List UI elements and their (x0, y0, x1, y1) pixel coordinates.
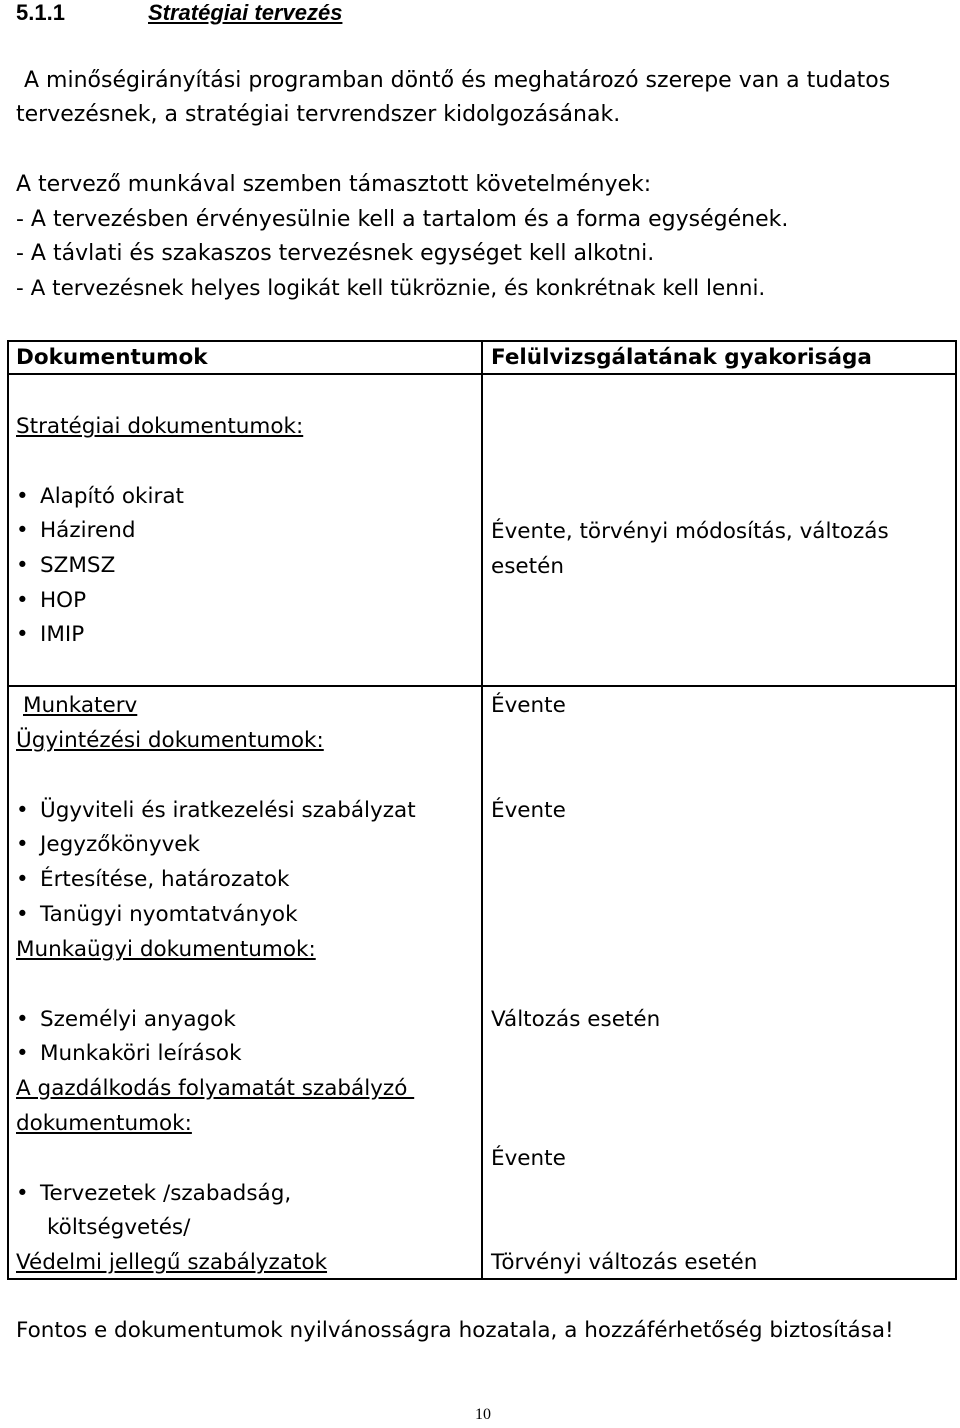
section-heading (16, 0, 342, 26)
header-documents: Dokumentumok (16, 345, 208, 370)
page-number: 10 (475, 1406, 491, 1423)
bullet-icon: • (16, 588, 29, 613)
intro-line-2: tervezésnek, a stratégiai tervrendszer kidolgozásának. (16, 102, 621, 127)
intro-line-1: A minőségirányítási programban döntő és meghatározó szerepe van a tudatos (24, 68, 891, 93)
finance-frequency: Évente (491, 1146, 566, 1171)
list-item: • IMIP (16, 622, 85, 647)
footer-note: Fontos e dokumentumok nyilvánosságra hozatala, a hozzáférhetőség biztosítása! (16, 1318, 894, 1343)
table-border-top (7, 340, 957, 342)
bullet-icon: • (16, 902, 29, 927)
bullet-icon: • (16, 622, 29, 647)
bullet-icon: • (16, 798, 29, 823)
defence-frequency: Törvényi változás esetén (491, 1250, 758, 1275)
list-item: • Házirend (16, 518, 136, 543)
requirement-item: - A távlati és szakaszos tervezésnek egységet kell alkotni. (16, 241, 655, 266)
list-item: • Tanügyi nyomtatványok (16, 902, 298, 927)
table-border-left (7, 340, 9, 1280)
bullet-icon: • (16, 553, 29, 578)
bullet-icon: • (16, 1007, 29, 1032)
table-header-divider (7, 373, 957, 375)
strategic-heading: Stratégiai dokumentumok: (16, 414, 304, 439)
list-item: • HOP (16, 588, 87, 613)
workplan-label: Munkaterv (23, 693, 138, 718)
strategic-frequency-line-1: Évente, törvényi módosítás, változás (491, 519, 889, 544)
administrative-frequency: Évente (491, 798, 566, 823)
bullet-icon: • (16, 484, 29, 509)
section-number: 5.1.1 (16, 0, 65, 25)
documents-table (7, 340, 957, 1280)
bullet-icon: • (16, 1041, 29, 1066)
bullet-icon: • (16, 832, 29, 857)
bullet-icon: • (16, 867, 29, 892)
list-item: • SZMSZ (16, 553, 116, 578)
list-item: • Tervezetek /szabadság, (16, 1181, 292, 1206)
finance-item-line-2: költségvetés/ (47, 1215, 191, 1240)
list-item: • Ügyviteli és iratkezelési szabályzat (16, 798, 416, 823)
table-border-right (955, 340, 957, 1280)
list-item: • Munkaköri leírások (16, 1041, 242, 1066)
table-column-divider (481, 340, 483, 1280)
defence-label: Védelmi jellegű szabályzatok (16, 1250, 328, 1275)
labour-frequency: Változás esetén (491, 1007, 661, 1032)
workplan-frequency: Évente (491, 693, 566, 718)
list-item: • Személyi anyagok (16, 1007, 236, 1032)
finance-heading-line-1: A gazdálkodás folyamatát szabályzó (16, 1076, 415, 1101)
labour-heading: Munkaügyi dokumentumok: (16, 937, 316, 962)
bullet-icon: • (16, 1181, 29, 1206)
administrative-heading: Ügyintézési dokumentumok: (16, 728, 324, 753)
list-item: • Alapító okirat (16, 484, 184, 509)
requirement-item: - A tervezésben érvényesülnie kell a tartalom és a forma egységének. (16, 207, 789, 232)
table-row-divider (7, 685, 957, 687)
list-item: • Jegyzőkönyvek (16, 832, 200, 857)
requirements-heading: A tervező munkával szemben támasztott követelmények: (16, 172, 652, 197)
finance-heading-line-2: dokumentumok: (16, 1111, 192, 1136)
header-frequency: Felülvizsgálatának gyakorisága (491, 345, 872, 370)
table-border-bottom (7, 1278, 957, 1280)
strategic-frequency-line-2: esetén (491, 554, 564, 579)
requirement-item: - A tervezésnek helyes logikát kell tükröznie, és konkrétnak kell lenni. (16, 276, 766, 301)
section-title: Stratégiai tervezés (148, 0, 343, 25)
bullet-icon: • (16, 518, 29, 543)
list-item: • Értesítése, határozatok (16, 867, 290, 892)
